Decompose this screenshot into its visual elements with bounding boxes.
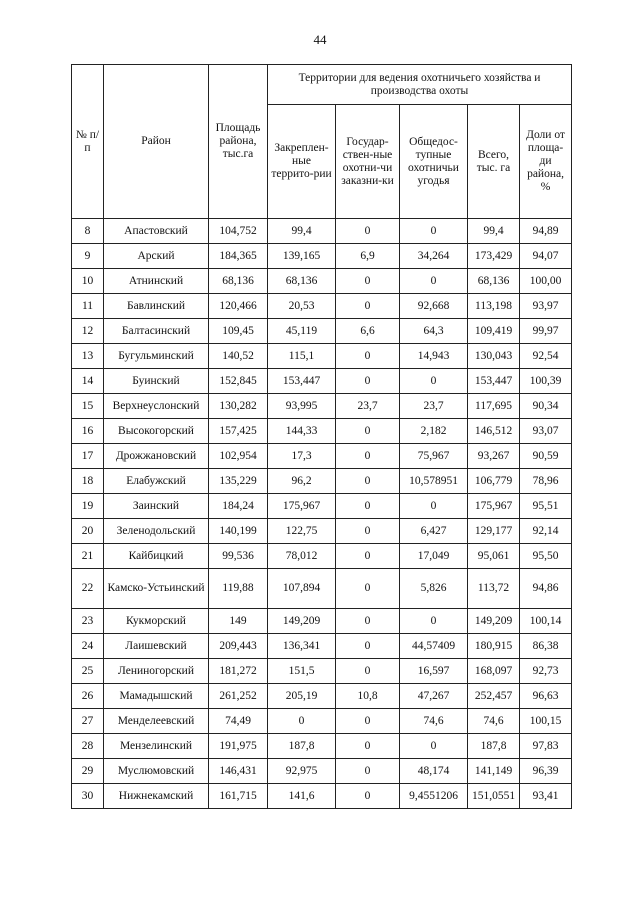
table-row	[72, 659, 572, 684]
cell-public: 0	[400, 494, 468, 519]
cell-total: 130,043	[468, 344, 520, 369]
cell-assigned: 78,012	[268, 544, 336, 569]
cell-assigned: 92,975	[268, 759, 336, 784]
cell-public: 14,943	[400, 344, 468, 369]
cell-district: Елабужский	[104, 469, 209, 494]
cell-area: 152,845	[209, 369, 268, 394]
cell-public: 2,182	[400, 419, 468, 444]
cell-share: 78,96	[520, 469, 572, 494]
table-row	[72, 569, 572, 609]
cell-public: 17,049	[400, 544, 468, 569]
cell-district: Лениногорский	[104, 659, 209, 684]
cell-district: Зеленодольский	[104, 519, 209, 544]
cell-district: Нижнекамский	[104, 784, 209, 809]
cell-reserves: 0	[336, 469, 400, 494]
cell-district: Буинский	[104, 369, 209, 394]
cell-num: 17	[72, 444, 104, 469]
cell-total: 95,061	[468, 544, 520, 569]
cell-area: 184,24	[209, 494, 268, 519]
cell-num: 19	[72, 494, 104, 519]
cell-district: Арский	[104, 244, 209, 269]
cell-public: 0	[400, 609, 468, 634]
cell-reserves: 0	[336, 634, 400, 659]
cell-public: 23,7	[400, 394, 468, 419]
cell-public: 75,967	[400, 444, 468, 469]
cell-public: 47,267	[400, 684, 468, 709]
cell-assigned: 68,136	[268, 269, 336, 294]
cell-district: Бугульминский	[104, 344, 209, 369]
cell-area: 102,954	[209, 444, 268, 469]
cell-area: 99,536	[209, 544, 268, 569]
cell-assigned: 141,6	[268, 784, 336, 809]
cell-reserves: 0	[336, 659, 400, 684]
cell-num: 25	[72, 659, 104, 684]
cell-assigned: 151,5	[268, 659, 336, 684]
cell-public: 0	[400, 734, 468, 759]
table-row	[72, 344, 572, 369]
cell-total: 74,6	[468, 709, 520, 734]
cell-public: 0	[400, 369, 468, 394]
cell-share: 92,14	[520, 519, 572, 544]
cell-assigned: 139,165	[268, 244, 336, 269]
cell-total: 175,967	[468, 494, 520, 519]
cell-assigned: 107,894	[268, 569, 336, 609]
cell-assigned: 122,75	[268, 519, 336, 544]
cell-district: Лаишевский	[104, 634, 209, 659]
cell-assigned: 99,4	[268, 219, 336, 244]
cell-total: 252,457	[468, 684, 520, 709]
cell-assigned: 96,2	[268, 469, 336, 494]
cell-reserves: 0	[336, 609, 400, 634]
cell-reserves: 0	[336, 344, 400, 369]
cell-reserves: 0	[336, 759, 400, 784]
cell-reserves: 0	[336, 519, 400, 544]
cell-num: 22	[72, 569, 104, 609]
header-public: Общедос-тупные охотничьи угодья	[400, 105, 468, 219]
cell-assigned: 0	[268, 709, 336, 734]
cell-area: 119,88	[209, 569, 268, 609]
table-row	[72, 634, 572, 659]
cell-total: 117,695	[468, 394, 520, 419]
cell-area: 191,975	[209, 734, 268, 759]
cell-num: 30	[72, 784, 104, 809]
table-row	[72, 494, 572, 519]
table-row	[72, 394, 572, 419]
cell-total: 109,419	[468, 319, 520, 344]
cell-assigned: 17,3	[268, 444, 336, 469]
cell-num: 21	[72, 544, 104, 569]
header-area: Площадь района, тыс.га	[209, 65, 268, 219]
cell-reserves: 0	[336, 419, 400, 444]
cell-num: 28	[72, 734, 104, 759]
cell-share: 90,34	[520, 394, 572, 419]
table-row	[72, 469, 572, 494]
cell-share: 100,14	[520, 609, 572, 634]
cell-total: 180,915	[468, 634, 520, 659]
cell-public: 92,668	[400, 294, 468, 319]
cell-total: 99,4	[468, 219, 520, 244]
cell-share: 93,07	[520, 419, 572, 444]
cell-reserves: 0	[336, 784, 400, 809]
table-row	[72, 369, 572, 394]
cell-reserves: 6,6	[336, 319, 400, 344]
cell-public: 34,264	[400, 244, 468, 269]
header-territories-group: Территории для ведения охотничьего хозяйства и производства охоты	[268, 65, 572, 105]
header-total: Всего, тыс. га	[468, 105, 520, 219]
header-share: Доли от площа-ди района, %	[520, 105, 572, 219]
cell-area: 135,229	[209, 469, 268, 494]
cell-district: Высокогорский	[104, 419, 209, 444]
cell-area: 157,425	[209, 419, 268, 444]
cell-area: 140,52	[209, 344, 268, 369]
cell-assigned: 45,119	[268, 319, 336, 344]
page-number: 44	[313, 32, 327, 47]
table-row	[72, 219, 572, 244]
cell-area: 209,443	[209, 634, 268, 659]
cell-reserves: 0	[336, 734, 400, 759]
cell-district: Камско-Устьинский	[104, 569, 209, 609]
cell-area: 161,715	[209, 784, 268, 809]
cell-district: Муслюмовский	[104, 759, 209, 784]
cell-area: 68,136	[209, 269, 268, 294]
cell-total: 151,0551	[468, 784, 520, 809]
cell-public: 16,597	[400, 659, 468, 684]
cell-public: 48,174	[400, 759, 468, 784]
cell-district: Кайбицкий	[104, 544, 209, 569]
cell-share: 96,63	[520, 684, 572, 709]
cell-area: 140,199	[209, 519, 268, 544]
cell-share: 100,39	[520, 369, 572, 394]
cell-district: Кукморский	[104, 609, 209, 634]
cell-num: 29	[72, 759, 104, 784]
cell-assigned: 20,53	[268, 294, 336, 319]
cell-total: 141,149	[468, 759, 520, 784]
cell-area: 130,282	[209, 394, 268, 419]
cell-num: 15	[72, 394, 104, 419]
cell-area: 261,252	[209, 684, 268, 709]
cell-total: 113,198	[468, 294, 520, 319]
cell-area: 74,49	[209, 709, 268, 734]
header-district: Район	[104, 65, 209, 219]
cell-total: 68,136	[468, 269, 520, 294]
cell-reserves: 0	[336, 219, 400, 244]
header-num: № п/п	[72, 65, 104, 219]
cell-area: 109,45	[209, 319, 268, 344]
cell-total: 149,209	[468, 609, 520, 634]
cell-assigned: 205,19	[268, 684, 336, 709]
cell-reserves: 0	[336, 294, 400, 319]
cell-area: 149	[209, 609, 268, 634]
cell-public: 44,57409	[400, 634, 468, 659]
cell-total: 168,097	[468, 659, 520, 684]
cell-assigned: 175,967	[268, 494, 336, 519]
cell-total: 146,512	[468, 419, 520, 444]
cell-num: 24	[72, 634, 104, 659]
cell-reserves: 0	[336, 569, 400, 609]
cell-num: 20	[72, 519, 104, 544]
cell-district: Мамадышский	[104, 684, 209, 709]
cell-num: 10	[72, 269, 104, 294]
cell-reserves: 0	[336, 269, 400, 294]
cell-total: 153,447	[468, 369, 520, 394]
cell-assigned: 93,995	[268, 394, 336, 419]
cell-public: 0	[400, 219, 468, 244]
cell-num: 27	[72, 709, 104, 734]
cell-num: 8	[72, 219, 104, 244]
cell-reserves: 23,7	[336, 394, 400, 419]
cell-share: 92,54	[520, 344, 572, 369]
cell-district: Дрожжановский	[104, 444, 209, 469]
cell-area: 146,431	[209, 759, 268, 784]
table-header	[72, 65, 572, 219]
cell-num: 26	[72, 684, 104, 709]
cell-share: 94,07	[520, 244, 572, 269]
cell-public: 5,826	[400, 569, 468, 609]
header-reserves: Государ-ствен-ные охотни-чи заказни-ки	[336, 105, 400, 219]
cell-district: Мензелинский	[104, 734, 209, 759]
cell-public: 10,578951	[400, 469, 468, 494]
cell-district: Атнинский	[104, 269, 209, 294]
cell-assigned: 115,1	[268, 344, 336, 369]
hunting-territories-table	[71, 64, 572, 809]
cell-district: Менделеевский	[104, 709, 209, 734]
cell-num: 14	[72, 369, 104, 394]
cell-share: 93,97	[520, 294, 572, 319]
cell-district: Апастовский	[104, 219, 209, 244]
cell-area: 184,365	[209, 244, 268, 269]
cell-share: 95,50	[520, 544, 572, 569]
cell-area: 104,752	[209, 219, 268, 244]
cell-share: 95,51	[520, 494, 572, 519]
cell-area: 120,466	[209, 294, 268, 319]
table-row	[72, 294, 572, 319]
cell-share: 93,41	[520, 784, 572, 809]
table-row	[72, 709, 572, 734]
cell-total: 173,429	[468, 244, 520, 269]
cell-reserves: 0	[336, 709, 400, 734]
cell-share: 100,00	[520, 269, 572, 294]
cell-assigned: 136,341	[268, 634, 336, 659]
cell-assigned: 149,209	[268, 609, 336, 634]
cell-district: Верхнеуслонский	[104, 394, 209, 419]
cell-total: 187,8	[468, 734, 520, 759]
cell-district: Бавлинский	[104, 294, 209, 319]
cell-district: Заинский	[104, 494, 209, 519]
cell-reserves: 0	[336, 369, 400, 394]
table-row	[72, 444, 572, 469]
cell-share: 94,89	[520, 219, 572, 244]
table-row	[72, 544, 572, 569]
table-body	[72, 219, 572, 809]
cell-total: 113,72	[468, 569, 520, 609]
cell-assigned: 153,447	[268, 369, 336, 394]
table-row	[72, 319, 572, 344]
cell-reserves: 10,8	[336, 684, 400, 709]
cell-num: 9	[72, 244, 104, 269]
cell-reserves: 6,9	[336, 244, 400, 269]
header-assigned: Закреплен-ные террито-рии	[268, 105, 336, 219]
table-row	[72, 269, 572, 294]
cell-total: 106,779	[468, 469, 520, 494]
cell-public: 0	[400, 269, 468, 294]
cell-num: 23	[72, 609, 104, 634]
cell-share: 97,83	[520, 734, 572, 759]
cell-public: 9,4551206	[400, 784, 468, 809]
cell-share: 94,86	[520, 569, 572, 609]
cell-public: 6,427	[400, 519, 468, 544]
cell-assigned: 144,33	[268, 419, 336, 444]
table-row	[72, 519, 572, 544]
cell-district: Балтасинский	[104, 319, 209, 344]
cell-num: 13	[72, 344, 104, 369]
cell-num: 12	[72, 319, 104, 344]
cell-reserves: 0	[336, 494, 400, 519]
cell-num: 16	[72, 419, 104, 444]
table-row	[72, 784, 572, 809]
cell-num: 18	[72, 469, 104, 494]
cell-total: 129,177	[468, 519, 520, 544]
cell-num: 11	[72, 294, 104, 319]
cell-assigned: 187,8	[268, 734, 336, 759]
cell-share: 96,39	[520, 759, 572, 784]
table-row	[72, 419, 572, 444]
cell-share: 100,15	[520, 709, 572, 734]
cell-public: 74,6	[400, 709, 468, 734]
table-row	[72, 244, 572, 269]
cell-share: 86,38	[520, 634, 572, 659]
cell-reserves: 0	[336, 444, 400, 469]
table-row	[72, 609, 572, 634]
cell-share: 92,73	[520, 659, 572, 684]
cell-public: 64,3	[400, 319, 468, 344]
cell-total: 93,267	[468, 444, 520, 469]
table-row	[72, 759, 572, 784]
cell-reserves: 0	[336, 544, 400, 569]
table-row	[72, 684, 572, 709]
table-row	[72, 734, 572, 759]
cell-share: 99,97	[520, 319, 572, 344]
cell-area: 181,272	[209, 659, 268, 684]
cell-share: 90,59	[520, 444, 572, 469]
